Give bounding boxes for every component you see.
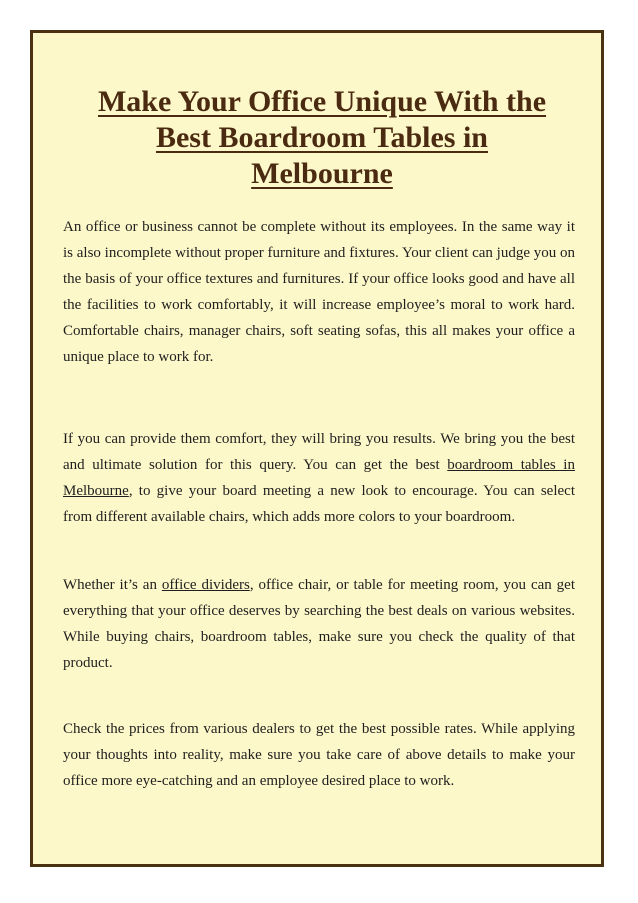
title-line-3: Melbourne <box>251 157 393 190</box>
paragraph-4: Check the prices from various dealers to get the best possible rates. While applying your thoughts into reality, make sure you take care of above details to make your office more eye-catching and an employee desired place to work. <box>63 721 575 789</box>
boardroom-tables-link[interactable]: boardroom tables in Melbourne <box>63 457 575 499</box>
paragraph-2 <box>63 426 575 530</box>
paragraph-1: An office or business cannot be complete without its employees. In the same way it is also incomplete without proper furniture and fixtures. Your client can judge you on the basis of your office textures and furnitures. If your office looks good and have all the facilities to work comfortably, it will increase employee’s moral to work hard. Comfortable chairs, manager chairs, soft seating sofas, this all makes your office a unique place to work for. <box>63 219 575 365</box>
paragraph-3 <box>63 572 575 676</box>
title-line-1: Make Your Office Unique With the <box>97 85 547 118</box>
paragraph-2-text-before: If you can provide them comfort, they will bring you results. We bring you the best and ultimate solution for this query. You can get the best <box>63 431 575 473</box>
paragraph-2-text-after: , to give your board meeting a new look to encourage. You can select from different available chairs, which adds more colors to your boardroom. <box>63 483 575 525</box>
title-line-2: Best Boardroom Tables in <box>155 121 488 154</box>
page-title <box>60 84 584 192</box>
office-dividers-link[interactable]: office dividers <box>161 577 250 593</box>
paragraph-3-text-before: Whether it’s an <box>63 577 162 593</box>
paragraph-3-text-after: , office chair, or table for meeting room, you can get everything that your office deserves by searching the best deals on various websites. While buying chairs, boardroom tables, make sure you check the quality of that product. <box>63 577 575 671</box>
